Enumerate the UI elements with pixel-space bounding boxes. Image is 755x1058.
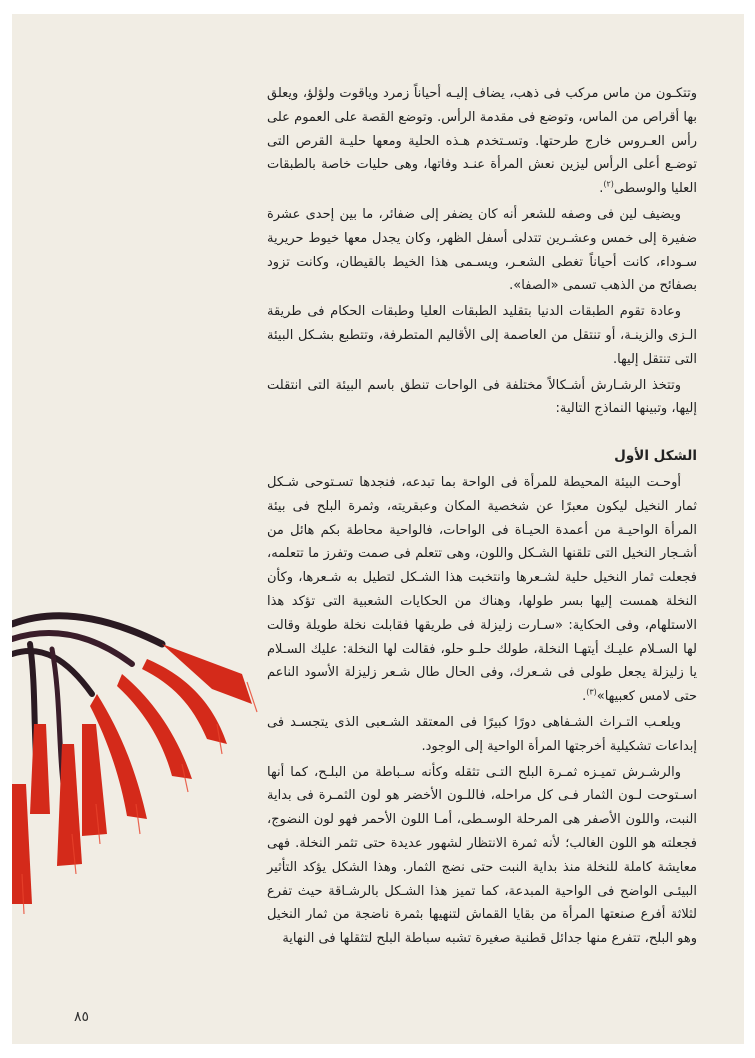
red-tassel-image [12,604,272,934]
section-heading: الشكل الأول [614,448,697,465]
paragraph-7: والرشـرش تميـزه ثمـرة البلح التـى تثقله وكأنه سـباطة من البلـح، كما أنها اسـتوحت لـون الثمار فـى كل مراحله، فاللـون الأخضر هو لون الثمـرة فى بداية النبت، واللون الأصفر هى المرحلة الوسـطى، أمـا اللون الأحمر فهو لون النضوج، فجعلته هو اللون الغالب؛ لأنه ثمرة الانتظار لشهور عديدة حتى تثمر النخلة. فهى معايشة كاملة للنخلة منذ بداية النبت حتى نضج الثمار. وهذا الشكل يؤكد التأثير البيئـى الواضح فى الواحية المبدعة، كما تميز هذا الشـكل بالرشـاقة حيث تفرع لثلاثة أفرع صنعتها المرأة من بقايا القماش لتنهيها بثمرة ناضجة من ثمار النخيل وهو البلح، تتفرع منها جدائل قطنية صغيرة تشبه سباطة البلح لتثقلها فى النهاية [267,764,697,947]
paragraph-6: ويلعـب التـراث الشـفاهى دورًا كبيرًا فى المعتقد الشـعبى الذى يتجسـد فى إبداعات تشكيلية أخرجتها المرأة الواحية إلى الوجود. [267,714,697,754]
page-number: ٨٥ [74,1009,90,1025]
footnote-mark-2: (٢) [603,179,614,189]
footnote-mark-3: (٣) [586,687,597,697]
paragraph-1: وتتكـون من ماس مركب فى ذهب، يضاف إليـه أحياناً زمرد وياقوت ولؤلؤ، ويعلق بها أقراص من الماس، وتوضع فى مقدمة الرأس. وتوضع القصة على العموم على رأس العـروس خارج طرحتها. وتسـتخدم هـذه الحلية ومعها حليـة القرص التى توضـع أعلى الرأس ليزين نعش المرأة عنـد وفاتها، وهى حليات خاصة بالطبقات العليا والوسطى$^{(٢)}$. [267,86,697,197]
article-body [267,82,697,951]
page [12,14,744,1044]
paragraph-5: أوحـت البيئة المحيطة للمرأة فى الواحة بما تبدعه، فنجدها تسـتوحى شـكل ثمار النخيل ليكون معبرًا عن شخصية المكان وعبقريته، وثمرة البلح فى بيئة المرأة الواحيـة من أعمدة الحيـاة فى الواحات، فالواحية محاطة بكم هائل من أشـجار النخيل التى تلقنها الشـكل واللون، وهى تتعلم فى صمت وتفرز ما تتعلمه، فجعلت ثمار النخيل حلية لشـعرها وانتخبت هذا الشـكل لتطيل به شـعرها، وكأن النخلة همست إليها بسر طولها، وهناك من الحكايات الشعبية التى تؤكد هذا الاستلهام، وفى الحكاية: «سـارت زليزلة فى طريقها فقابلت نخلة طويلة وقالت لها السـلام عليـك أيتهـا النخلة، طولك حلـو حلو، فقالت لها النخلة: عليك السـلام يا زليزلة يجعل طولى فى شـعرك، وفى الحال طال شـعر زليزلة الأسود الناعم حتى لامس كعبيها»$^{(٣)}$. [267,474,697,705]
paragraph-3: وعادة تقوم الطبقات الدنيا بتقليد الطبقات العليا وطبقات الحكام فى طريقة الـزى والزينـة، أو تنتقل من العاصمة إلى الأقاليم المتطرفة، وتتطبع بشـكل البيئة التى تنتقل إليها. [267,304,697,367]
paragraph-2: ويضيف لين فى وصفه للشعر أنه كان يضفر إلى ضفائر، ما بين إحدى عشرة ضفيرة إلى خمس وعشـرين تتدلى أسفل الظهر، وكان يجدل معها خيوط حريرية سـوداء، كانت أحياناً تغطى الشعـر، ويسـمى هذا الخيط بالقيطان، وكانت تزود بصفائح من الذهب تسمى «الصفا». [267,206,697,294]
paragraph-4: وتتخذ الرشـارش أشـكالاً مختلفة فى الواحات تنطق باسم البيئة التى انتقلت إليها، وتبينها النماذج التالية: [267,377,697,417]
